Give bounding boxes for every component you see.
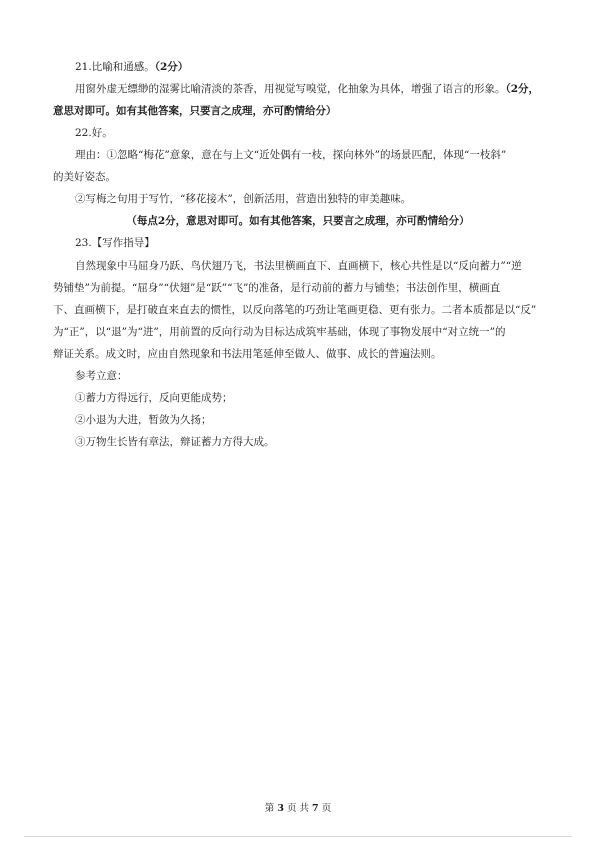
q21-scoring-note: 意思对即可。如有其他答案，只要言之成理，亦可酌情给分） [53,105,337,117]
q23-reference-item-1: ①蓄力方得远行，反向更能成势； [75,392,233,404]
footer-suffix: 页 [321,803,332,814]
footer-prefix: 第 [264,803,275,814]
footer-current-page: 3 [277,803,284,814]
q22-reason-line-1: 理由：①忽略“梅花”意象，意在与上文“近处偶有一枝，探向林外”的场景匹配，体现“一枝斜” [75,149,507,161]
q23-paragraph-line-1: 自然现象中马屈身乃跃、鸟伏翅乃飞，书法里横画直下、直画横下，核心共性是以“反向蓄力”“逆 [75,260,522,272]
q21-heading: 21.比喻和通感。 [75,61,155,73]
page-footer [0,803,596,815]
q23-reference-item-2: ②小退为大进，暂敛为久扬； [75,414,212,426]
q21-answer-text: 用窗外虚无缥缈的湿雾比喻清淡的茶香，用视觉写嗅觉，化抽象为具体，增强了语言的形象。 [75,83,506,95]
q22-reason-line-3: ②写梅之句用于写竹，“移花接木”，创新活用，营造出独特的审美趣味。 [75,193,412,205]
q23-heading: 23.【写作指导】 [75,237,155,249]
q22-reason-line-2: 的美好姿态。 [53,171,116,183]
q21-heading-line [75,60,545,74]
q23-paragraph-line-4: 为“正”，以“退”为“进”，用前置的反向行动为目标达成筑牢基础，体现了事物发展中“对立统一”的 [53,326,506,338]
footer-divider [24,836,572,837]
q23-paragraph-line-5: 辩证关系。成文时，应由自然现象和书法用笔延伸至做人、做事、成长的普遍法则。 [53,348,442,360]
q23-reference-heading: 参考立意： [75,370,128,382]
q23-reference-item-3: ③万物生长皆有章法，辩证蓄力方得大成。 [75,436,275,448]
q21-answer-score: （2分， [505,83,540,95]
footer-total-pages: 7 [312,803,319,814]
q23-paragraph-line-2: 势铺垫”为前提。“屈身”“伏翅”是“跃”“飞”的准备，是行动前的蓄力与铺垫；书法创作里，横画直 [53,282,501,294]
q21-answer-line-1 [75,82,545,96]
q21-score: （2分） [154,61,189,73]
q22-scoring-note: （每点2分，意思对即可。如有其他答案，只要言之成理，亦可酌情给分） [126,215,470,227]
q22-heading: 22.好。 [75,127,113,139]
footer-mid: 页 共 [286,803,310,814]
q23-paragraph-line-3: 下、直画横下，是打破直来直去的惯性，以反向落笔的巧劲让笔画更稳、更有张力。二者本质都是以“反” [53,304,537,316]
